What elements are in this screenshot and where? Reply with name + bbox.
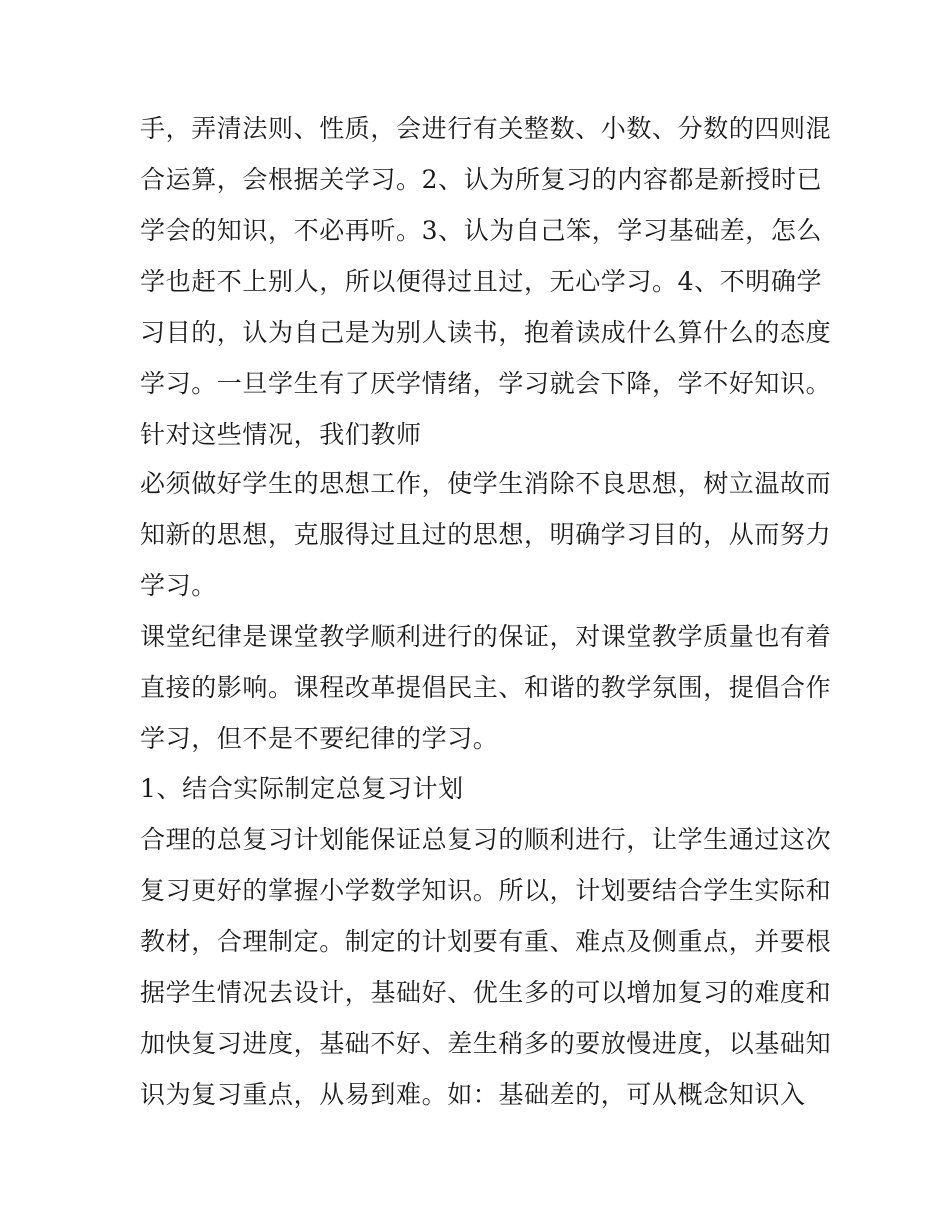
text-line-15: 合理的总复习计划能保证总复习的顺利进行，让学生通过这次 (140, 825, 832, 854)
text-line-9: 知新的思想，克服得过且过的思想，明确学习目的，从而努力 (140, 520, 832, 549)
text-line-6: 学习。一旦学生有了厌学情绪，学习就会下降，学不好知识。 (140, 369, 832, 398)
text-line-8: 必须做好学生的思想工作，使学生消除不良思想，树立温故而 (140, 469, 832, 498)
text-line-17: 教材，合理制定。制定的计划要有重、难点及侧重点，并要根 (140, 927, 832, 956)
text-line-13: 学习，但不是不要纪律的学习。 (140, 724, 499, 753)
text-line-7: 针对这些情况，我们教师 (140, 420, 422, 449)
text-line-16: 复习更好的掌握小学数学知识。所以，计划要结合学生实际和 (140, 876, 832, 905)
text-line-3: 学会的知识，不必再听。3、认为自己笨，学习基础差，怎么 (140, 216, 823, 245)
text-line-1: 手，弄清法则、性质，会进行有关整数、小数、分数的四则混 (140, 114, 832, 143)
text-line-11: 课堂纪律是课堂教学顺利进行的保证，对课堂教学质量也有着 (140, 622, 832, 651)
text-line-14: 1、结合实际制定总复习计划 (140, 774, 464, 803)
text-line-19: 加快复习进度，基础不好、差生稍多的要放慢进度，以基础知 (140, 1029, 832, 1058)
text-line-18: 据学生情况去设计，基础好、优生多的可以增加复习的难度和 (140, 978, 832, 1007)
text-line-10: 学习。 (140, 571, 217, 600)
text-line-5: 习目的，认为自己是为别人读书，抱着读成什么算什么的态度 (140, 318, 832, 347)
text-line-12: 直接的影响。课程改革提倡民主、和谐的教学氛围，提倡合作 (140, 673, 832, 702)
text-line-20: 识为复习重点，从易到难。如：基础差的，可从概念知识入 (140, 1080, 806, 1109)
text-line-2: 合运算，会根据关学习。2、认为所复习的内容都是新授时已 (140, 165, 823, 194)
text-line-4: 学也赶不上别人，所以便得过且过，无心学习。4、不明确学 (140, 267, 823, 296)
